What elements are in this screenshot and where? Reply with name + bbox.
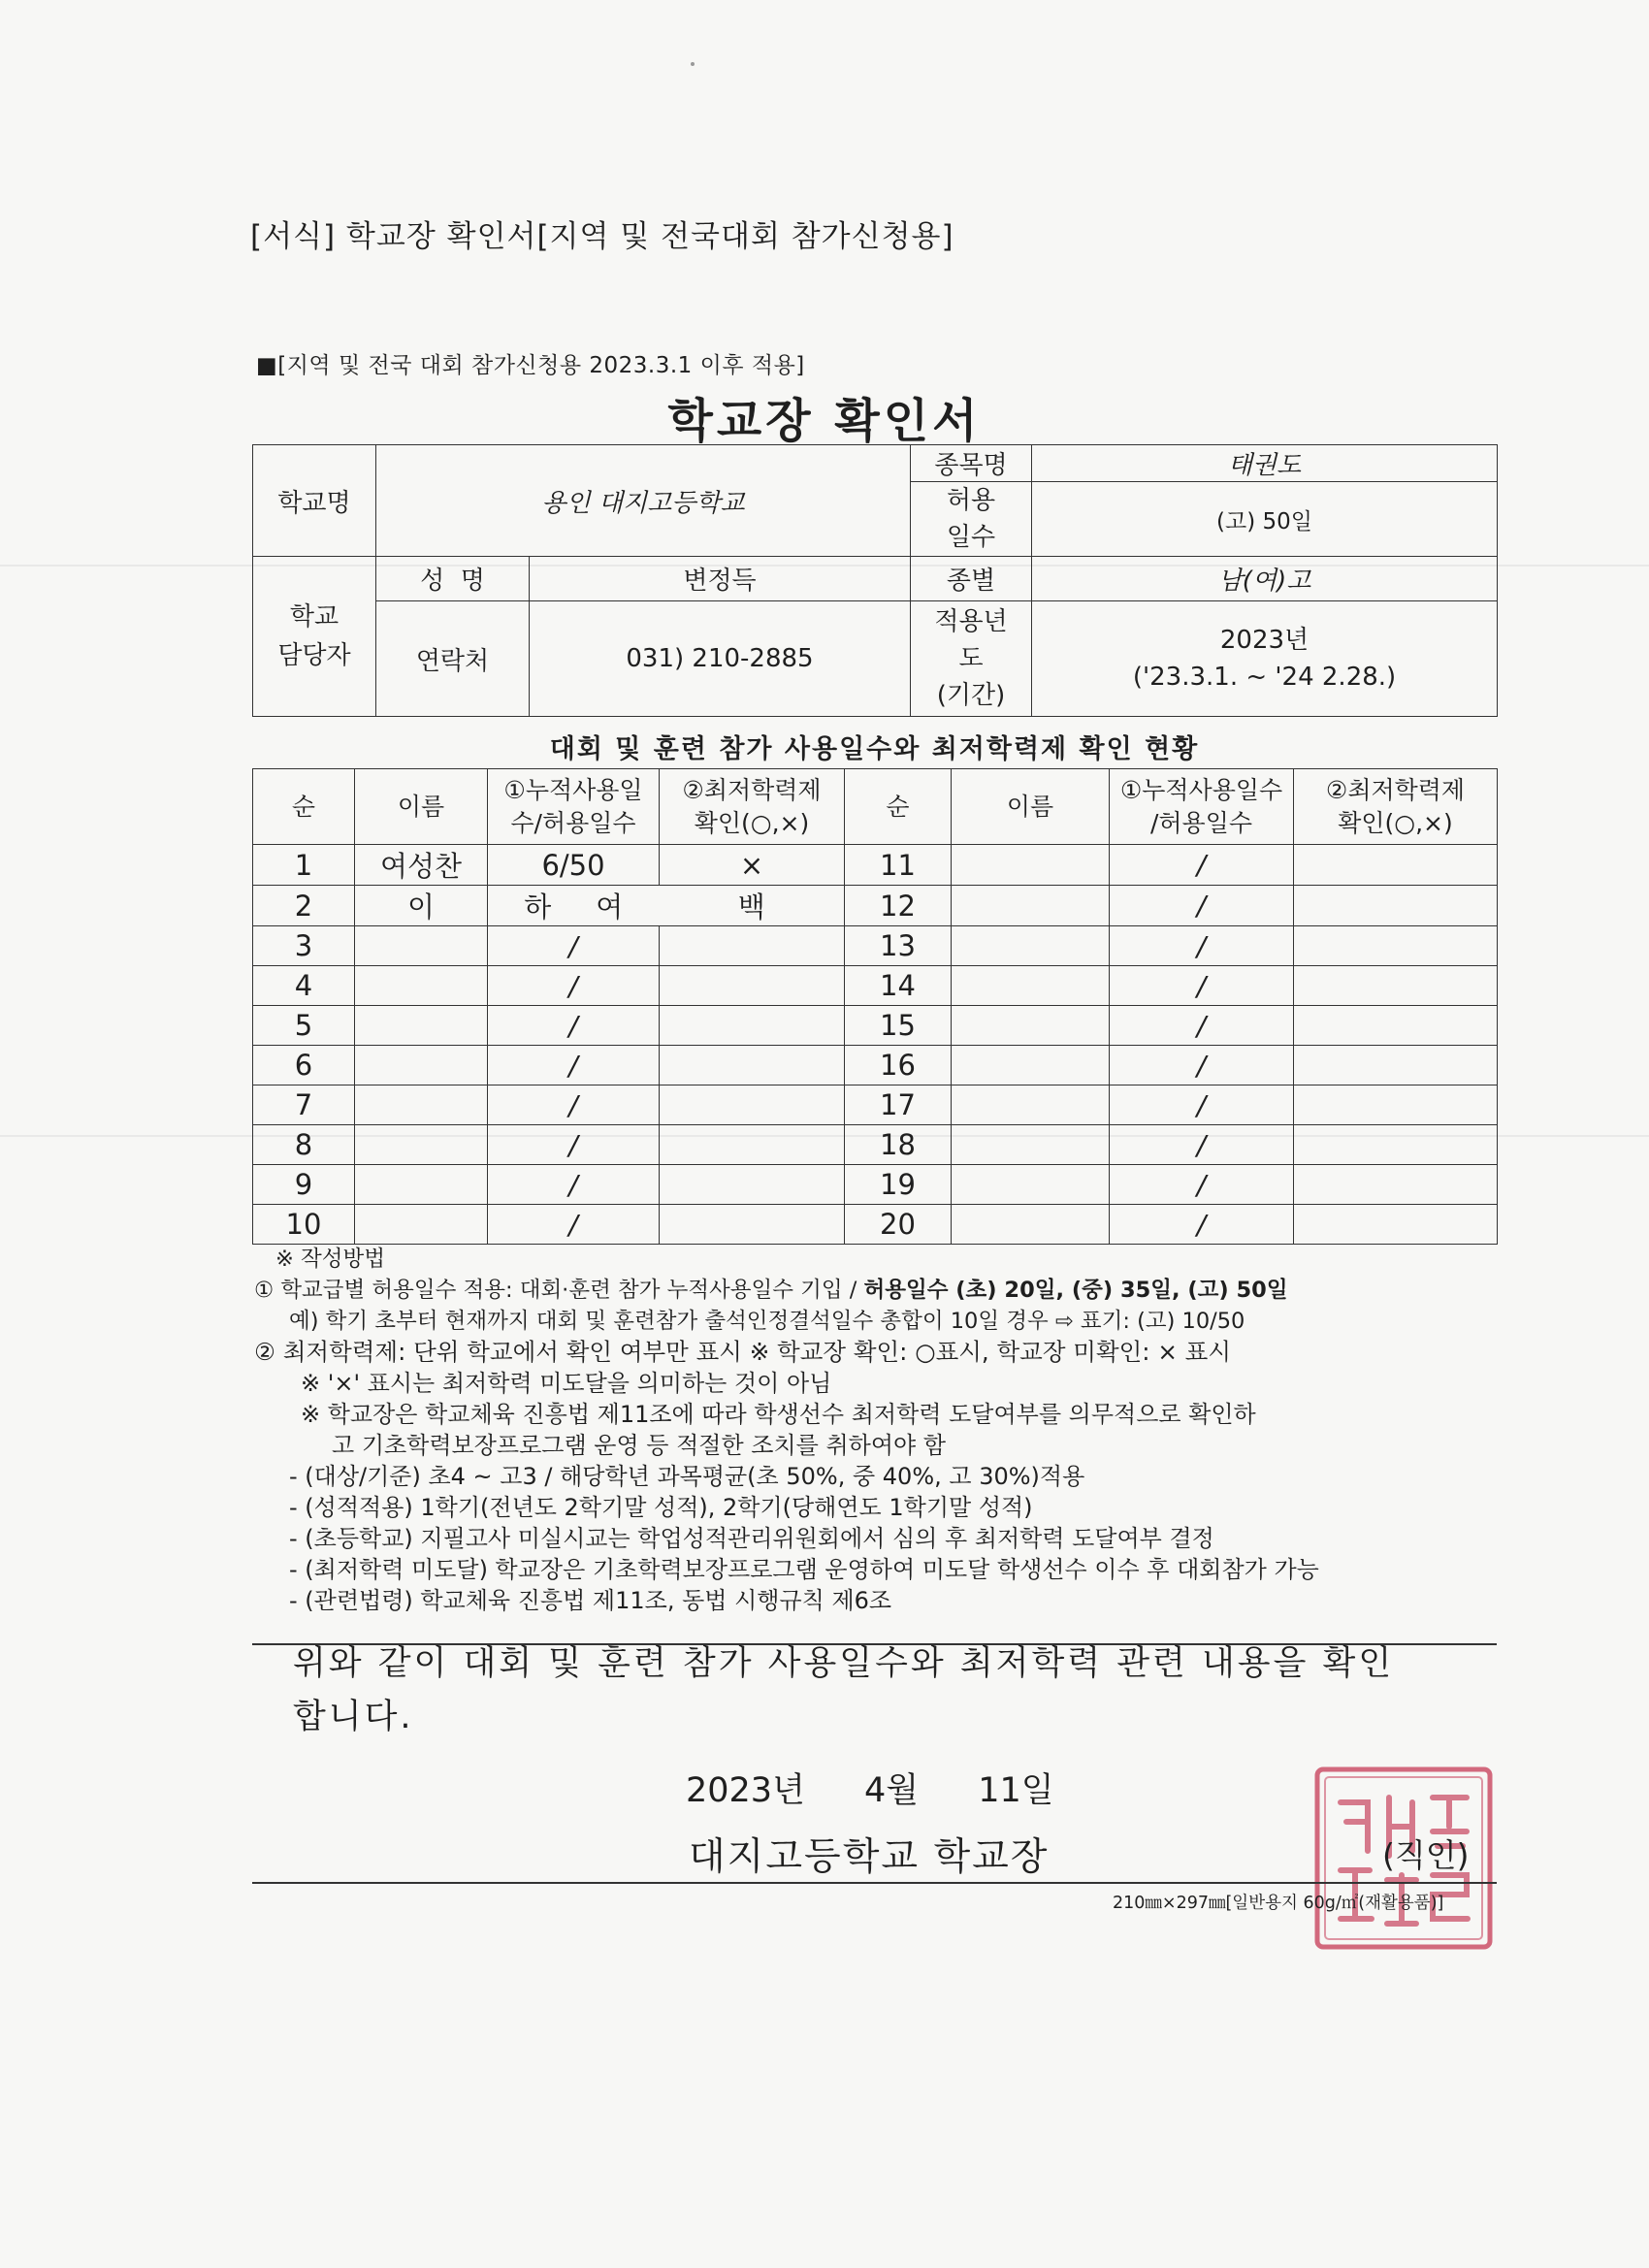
name-value: 변정득 [530, 557, 911, 601]
row-min-right [1294, 886, 1498, 926]
row-min-right [1294, 926, 1498, 966]
col-no: 순 [253, 769, 355, 845]
days-label [911, 482, 1032, 557]
row-min-right [1294, 1006, 1498, 1046]
col-name: 이름 [355, 769, 488, 845]
row-no-right: 20 [845, 1205, 952, 1245]
table-row [253, 966, 1498, 1006]
row-name [355, 1046, 488, 1085]
gender-value: 남(여)고 [1032, 557, 1498, 601]
table-row [253, 1046, 1498, 1085]
row-name [355, 1165, 488, 1205]
row-no-right: 19 [845, 1165, 952, 1205]
paper-speck [691, 62, 695, 66]
table-row [253, 1205, 1498, 1245]
year-label-2: 도 [958, 644, 984, 673]
row-min-right [1294, 845, 1498, 886]
row-name [355, 926, 488, 966]
row-days: / [488, 1085, 660, 1125]
detail-1: - (대상/기준) 초4 ~ 고3 / 해당학년 과목평균(초 50%, 중 40%, 고 30%)적용 [289, 1463, 1085, 1490]
row-no-right: 17 [845, 1085, 952, 1125]
row-name-right [952, 926, 1110, 966]
table-row [253, 926, 1498, 966]
year-value [1032, 601, 1498, 717]
staff-label [253, 557, 376, 717]
confirmation-line-1: 위와 같이 대회 및 훈련 참가 사용일수와 최저학력 관련 내용을 확인 [293, 1644, 1395, 1683]
row-min [660, 1205, 845, 1245]
col-min-right [1294, 769, 1498, 845]
table-row [253, 1085, 1498, 1125]
seal-label: (직인) [1382, 1836, 1470, 1874]
days-value: (고) 50일 [1032, 482, 1498, 557]
divider [252, 1882, 1497, 1884]
row-no-right: 18 [845, 1125, 952, 1165]
confirmation-text [293, 1637, 1496, 1744]
date-month: 4월 [864, 1771, 920, 1810]
col-days-right [1110, 769, 1294, 845]
date-year: 2023년 [686, 1771, 805, 1810]
instruction-1-text: ① 학교급별 허용일수 적용: 대회·훈련 참가 누적사용일수 기입 / [254, 1278, 864, 1303]
row-name [355, 1205, 488, 1245]
row-days: / [488, 1165, 660, 1205]
row-days-right: / [1110, 1046, 1294, 1085]
staff-label-2: 담당자 [277, 641, 351, 670]
row-min-right [1294, 1085, 1498, 1125]
row-min-right [1294, 1165, 1498, 1205]
row-no: 9 [253, 1165, 355, 1205]
col-min-1: ②최저학력제 [682, 775, 822, 804]
row-min-right [1294, 966, 1498, 1006]
col-days-r2: /허용일수 [1149, 808, 1253, 837]
row-no: 8 [253, 1125, 355, 1165]
col-min-2: 확인(○,×) [694, 808, 810, 837]
detail-5: - (관련법령) 학교체육 진흥법 제11조, 동법 시행규칙 제6조 [289, 1587, 892, 1614]
row-name [355, 1085, 488, 1125]
year-period: ('23.3.1. ~ '24 2.28.) [1132, 663, 1397, 692]
row-no-right: 12 [845, 886, 952, 926]
school-info-table [252, 444, 1498, 717]
col-min [660, 769, 845, 845]
row-days: 6/50 [488, 845, 660, 886]
instruction-2-note-a: ※ '×' 표시는 최저학력 미도달을 의미하는 것이 아님 [301, 1370, 832, 1397]
row-days-right: / [1110, 886, 1294, 926]
days-label-2: 일수 [946, 523, 996, 552]
status-title: 대회 및 훈련 참가 사용일수와 최저학력제 확인 현황 [549, 734, 1200, 764]
row-no: 7 [253, 1085, 355, 1125]
row-min: × [660, 845, 845, 886]
table-row [253, 1165, 1498, 1205]
row-name-right [952, 886, 1110, 926]
row-days-right: / [1110, 1205, 1294, 1245]
col-name-right: 이름 [952, 769, 1110, 845]
row-no-right: 14 [845, 966, 952, 1006]
staff-label-1: 학교 [289, 602, 340, 632]
row-name-right [952, 1085, 1110, 1125]
instruction-1-example: 예) 학기 초부터 현재까지 대회 및 훈련참가 출석인정결석일수 총합이 10일 경우 ⇨ 표기: (고) 10/50 [289, 1309, 1245, 1334]
name-label: 성 명 [376, 557, 530, 601]
contact-label: 연락처 [376, 601, 530, 717]
year-label [911, 601, 1032, 717]
row-days: / [488, 966, 660, 1006]
sport-value: 태권도 [1032, 445, 1498, 482]
table-row [253, 1006, 1498, 1046]
row-days: / [488, 1046, 660, 1085]
row-name-right [952, 1165, 1110, 1205]
row-name-right [952, 966, 1110, 1006]
col-no-right: 순 [845, 769, 952, 845]
row-min [660, 1085, 845, 1125]
col-days-2: 수/허용일수 [510, 808, 636, 837]
row-days: / [488, 926, 660, 966]
row-name-right [952, 1125, 1110, 1165]
row-name-right [952, 1046, 1110, 1085]
detail-3: - (초등학교) 지필고사 미실시교는 학업성적관리위원회에서 심의 후 최저학력 도달여부 결정 [289, 1525, 1214, 1552]
col-days-1: ①누적사용일 [503, 775, 643, 804]
row-name [355, 1125, 488, 1165]
row-name [355, 1006, 488, 1046]
signature-date [686, 1764, 1103, 1812]
row-no-right: 16 [845, 1046, 952, 1085]
instruction-2: ② 최저학력제: 단위 학교에서 확인 여부만 표시 ※ 학교장 확인: ○표시, 학교장 미확인: × 표시 [254, 1338, 1231, 1366]
row-name-right [952, 1006, 1110, 1046]
row-no-right: 11 [845, 845, 952, 886]
gender-label: 종별 [911, 557, 1032, 601]
year-label-1: 적용년 [934, 607, 1008, 636]
form-subheader: ■[지역 및 전국 대회 참가신청용 2023.3.1 이후 적용] [256, 353, 805, 378]
table-row [253, 1125, 1498, 1165]
date-day: 11일 [978, 1771, 1054, 1810]
col-days [488, 769, 660, 845]
row-min [660, 1125, 845, 1165]
instruction-2-note-b2: 고 기초학력보장프로그램 운영 등 적절한 조치를 취하여야 함 [332, 1432, 947, 1459]
row-name-right [952, 845, 1110, 886]
instructions [254, 1244, 1505, 1616]
row-no: 10 [253, 1205, 355, 1245]
row-min-right [1294, 1125, 1498, 1165]
row-no: 6 [253, 1046, 355, 1085]
status-table [252, 768, 1498, 1245]
row-days-right: / [1110, 1085, 1294, 1125]
confirmation-line-2: 합니다. [293, 1698, 414, 1736]
col-days-r1: ①누적사용일수 [1119, 775, 1283, 804]
row-min [660, 1006, 845, 1046]
row-min [660, 926, 845, 966]
page-title: 학교장 확인서 [667, 394, 982, 448]
row-name [355, 966, 488, 1006]
row-days-right: / [1110, 845, 1294, 886]
col-min-r1: ②최저학력제 [1325, 775, 1466, 804]
contact-value: 031) 210-2885 [530, 601, 911, 717]
school-value: 용인 대지고등학교 [376, 445, 911, 557]
row-no: 2 [253, 886, 355, 926]
row-days-right: / [1110, 966, 1294, 1006]
row-days-right: / [1110, 1165, 1294, 1205]
year-value-text: 2023년 [1219, 626, 1310, 655]
sport-label: 종목명 [911, 445, 1032, 482]
principal-title: 대지고등학교 학교장 [689, 1835, 1050, 1879]
row-no: 4 [253, 966, 355, 1006]
table-row [253, 886, 1498, 926]
row-days-right: / [1110, 1125, 1294, 1165]
row-min [660, 1165, 845, 1205]
days-label-1: 허용 [946, 486, 996, 515]
instruction-2-note-b1: ※ 학교장은 학교체육 진흥법 제11조에 따라 학생선수 최저학력 도달여부를 의무적으로 확인하 [301, 1401, 1256, 1428]
detail-4: - (최저학력 미도달) 학교장은 기초학력보장프로그램 운영하여 미도달 학생선수 이수 후 대회참가 가능 [289, 1556, 1319, 1583]
row-min-right [1294, 1046, 1498, 1085]
row-no-right: 15 [845, 1006, 952, 1046]
row-days: / [488, 1205, 660, 1245]
row-days: 하 여 [488, 886, 660, 926]
school-label: 학교명 [253, 445, 376, 557]
table-row [253, 845, 1498, 886]
status-table-header [253, 769, 1498, 845]
instruction-1 [254, 1275, 1505, 1306]
instruction-1-bold: 허용일수 (초) 20일, (중) 35일, (고) 50일 [863, 1278, 1288, 1303]
row-min-right [1294, 1205, 1498, 1245]
year-label-3: (기간) [936, 681, 1006, 710]
row-name: 이 [355, 886, 488, 926]
row-days: / [488, 1125, 660, 1165]
row-no: 5 [253, 1006, 355, 1046]
row-min [660, 966, 845, 1006]
detail-2: - (성적적용) 1학기(전년도 2학기말 성적), 2학기(당해연도 1학기말 성적) [289, 1494, 1033, 1521]
row-no: 1 [253, 845, 355, 886]
row-min: 백 [660, 886, 845, 926]
row-name-right [952, 1205, 1110, 1245]
row-no-right: 13 [845, 926, 952, 966]
row-days-right: / [1110, 1006, 1294, 1046]
row-no: 3 [253, 926, 355, 966]
instructions-heading: ※ 작성방법 [275, 1247, 385, 1272]
paper-spec-footnote: 210㎜×297㎜[일반용지 60g/㎡(재활용품)] [1113, 1894, 1444, 1913]
form-header: [서식] 학교장 확인서[지역 및 전국대회 참가신청용] [250, 219, 954, 254]
row-days-right: / [1110, 926, 1294, 966]
row-days: / [488, 1006, 660, 1046]
col-min-r2: 확인(○,×) [1338, 808, 1453, 837]
row-min [660, 1046, 845, 1085]
row-name: 여성찬 [355, 845, 488, 886]
